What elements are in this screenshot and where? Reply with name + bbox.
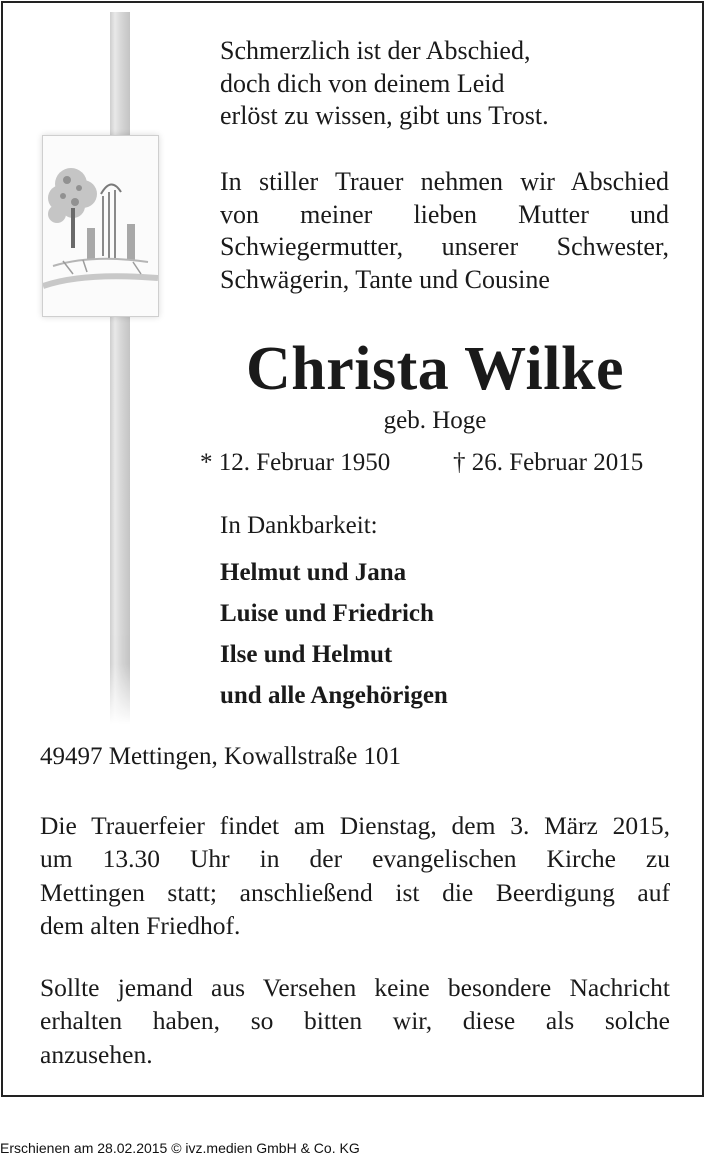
- address: 49497 Mettingen, Kowallstraße 101: [40, 743, 402, 770]
- family-member: Luise und Friedrich: [220, 600, 434, 627]
- funeral-info: [40, 809, 670, 942]
- deceased-name: Christa Wilke: [246, 335, 624, 403]
- verse-line: doch dich von deinem Leid: [220, 68, 505, 98]
- publication-footer: Erschienen am 28.02.2015 © ivz.medien GmbH & Co. KG: [0, 1140, 360, 1156]
- funeral-line: dem alten Friedhof.: [40, 910, 241, 940]
- intro-line: Schwägerin, Tante und Cousine: [220, 265, 550, 295]
- notice-line: erhalten haben, so bitten wir, diese als solche: [40, 1006, 670, 1036]
- intro-line: Schwiegermutter, unserer Schwester,: [220, 232, 669, 262]
- family-list: [220, 552, 448, 716]
- funeral-line: um 13.30 Uhr in der evangelischen Kirche zu: [40, 844, 670, 874]
- death-date: † 26. Februar 2015: [453, 449, 644, 476]
- intro-text: [220, 166, 669, 297]
- birth-date: * 12. Februar 1950: [200, 449, 391, 476]
- cross-image: [110, 12, 130, 724]
- notice-info: [40, 971, 670, 1071]
- intro-line: von meiner lieben Mutter und: [220, 199, 669, 229]
- thanks-label: In Dankbarkeit:: [220, 512, 378, 539]
- family-member: Ilse und Helmut: [220, 641, 393, 668]
- funeral-line: Die Trauerfeier findet am Dienstag, dem 3. März 2015,: [40, 811, 670, 840]
- verse: [220, 35, 670, 133]
- funeral-line: Mettingen statt; anschließend ist die Beerdigung auf: [40, 877, 670, 907]
- notice-line: anzusehen.: [40, 1039, 153, 1069]
- verse-line: erlöst zu wissen, gibt uns Trost.: [220, 101, 549, 131]
- birth-name: geb. Hoge: [383, 407, 487, 434]
- family-member: Helmut und Jana: [220, 559, 407, 586]
- intro-line: In stiller Trauer nehmen wir Abschied: [220, 167, 669, 196]
- family-member: und alle Angehörigen: [220, 682, 448, 709]
- notice-line: Sollte jemand aus Versehen keine besondere Nachricht: [40, 973, 670, 1002]
- garden-gate-illustration: [42, 135, 159, 317]
- verse-line: Schmerzlich ist der Abschied,: [220, 36, 531, 65]
